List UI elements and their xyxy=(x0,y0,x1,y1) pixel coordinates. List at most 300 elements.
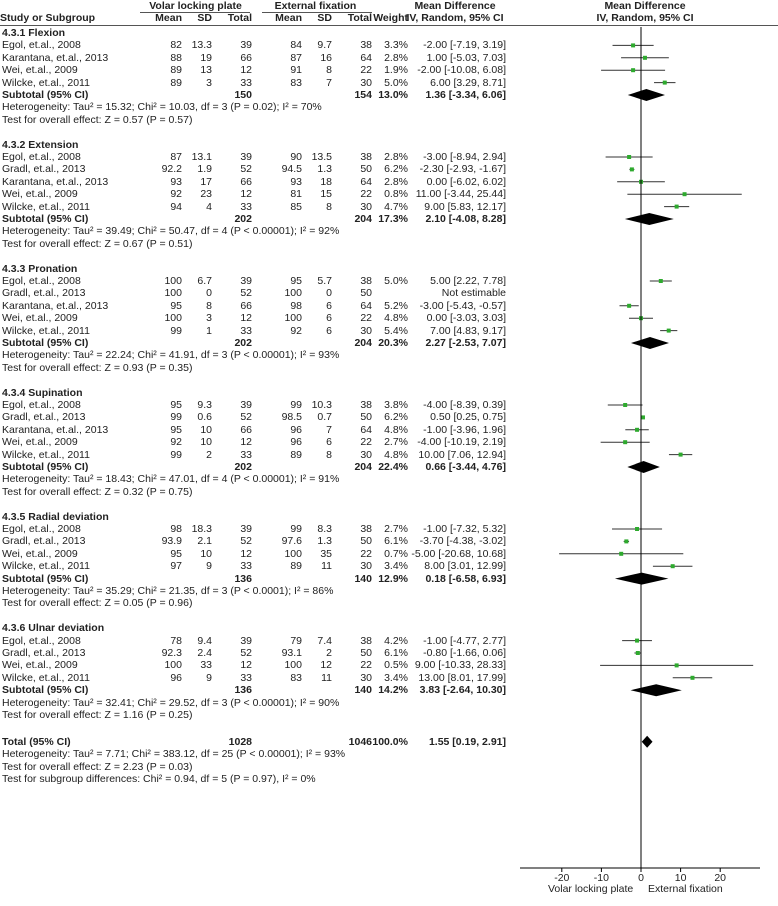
weight-cell: 3.3% xyxy=(384,39,408,52)
weight-cell: 17.3% xyxy=(378,213,408,225)
study-marker xyxy=(690,676,694,680)
mean2-cell: 79 xyxy=(290,634,302,647)
mean2-cell: 94.5 xyxy=(281,163,302,176)
total2-cell: 64 xyxy=(360,423,372,436)
ci-cell: 13.00 [8.01, 17.99] xyxy=(418,671,506,684)
sd2-cell: 15 xyxy=(320,188,332,201)
sd2-header: SD xyxy=(317,12,332,24)
total1-cell: 39 xyxy=(240,634,252,647)
sd2-cell: 18 xyxy=(320,175,332,188)
ci-cell: 9.00 [5.83, 12.17] xyxy=(424,200,506,213)
sd2-cell: 0.7 xyxy=(317,411,332,424)
ci-cell: 0.00 [-3.03, 3.03] xyxy=(426,312,506,325)
total2-cell: 64 xyxy=(360,51,372,64)
study-name: Wei, et.al., 2009 xyxy=(2,64,78,77)
total2-cell: 50 xyxy=(360,163,372,176)
subgroup-differences-text: Test for subgroup differences: Chi² = 0.94, df = 5 (P = 0.97), I² = 0% xyxy=(2,773,316,785)
mean1-cell: 94 xyxy=(170,200,182,213)
mean1-cell: 89 xyxy=(170,76,182,89)
sd1-cell: 33 xyxy=(200,659,212,672)
sd2-cell: 13.5 xyxy=(311,151,332,163)
total1-cell: 66 xyxy=(240,175,252,188)
total1-cell: 33 xyxy=(240,671,252,684)
ci-cell: -4.00 [-10.19, 2.19] xyxy=(417,436,506,449)
mean2-cell: 98.5 xyxy=(281,411,302,424)
weight-cell: 2.7% xyxy=(384,436,408,449)
sd1-cell: 17 xyxy=(200,175,212,188)
sd1-cell: 10 xyxy=(200,423,212,436)
total2-cell: 140 xyxy=(354,572,372,585)
study-name: Wei, et.al., 2009 xyxy=(2,188,78,201)
sd1-cell: 10 xyxy=(200,436,212,449)
total-heterogeneity-text: Heterogeneity: Tau² = 7.71; Chi² = 383.12, df = 25 (P < 0.00001); I² = 93% xyxy=(2,748,346,761)
total2-cell: 38 xyxy=(360,275,372,287)
weight-cell: 3.4% xyxy=(384,560,408,573)
total1-cell: 136 xyxy=(234,572,252,585)
x-tick-label: -20 xyxy=(554,872,570,884)
mean1-cell: 97 xyxy=(170,560,182,573)
x-tick-label: 20 xyxy=(714,872,727,884)
weight-cell: 5.0% xyxy=(384,275,408,287)
sd2-cell: 8 xyxy=(326,64,332,77)
total2-cell: 154 xyxy=(354,89,372,101)
mean1-cell: 99 xyxy=(170,324,182,337)
mean2-cell: 93 xyxy=(290,175,302,188)
mean2-cell: 87 xyxy=(290,51,302,64)
ci-cell: 11.00 [-3.44, 25.44] xyxy=(415,188,506,201)
total1-cell: 33 xyxy=(240,324,252,337)
sd2-cell: 35 xyxy=(320,547,332,560)
study-name: Karantana, et.al., 2013 xyxy=(2,51,109,64)
total1-cell: 1028 xyxy=(228,735,252,748)
ci-cell: 3.83 [-2.64, 10.30] xyxy=(419,684,506,697)
ci-cell: 1.36 [-3.34, 6.06] xyxy=(425,89,506,101)
study-marker xyxy=(667,329,671,333)
sd1-cell: 1 xyxy=(206,324,212,337)
md-plot-header: Mean Difference xyxy=(604,0,686,12)
subtotal-label: Subtotal (95% CI) xyxy=(2,572,89,585)
sd2-cell: 9.7 xyxy=(317,39,332,52)
weight-cell: 3.8% xyxy=(384,399,408,411)
weight-cell: 2.8% xyxy=(384,51,408,64)
mean1-cell: 95 xyxy=(170,399,182,411)
subtotal-diamond xyxy=(615,573,668,585)
total2-cell: 30 xyxy=(360,76,372,89)
heterogeneity-text: Heterogeneity: Tau² = 15.32; Chi² = 10.03, df = 3 (P = 0.02); I² = 70% xyxy=(2,101,322,114)
total2-cell: 38 xyxy=(360,634,372,647)
mean1-cell: 92 xyxy=(170,188,182,201)
weight-cell: 14.2% xyxy=(378,684,408,697)
ci-cell: 2.27 [-2.53, 7.07] xyxy=(425,337,506,349)
method-plot-header: IV, Random, 95% CI xyxy=(596,12,694,24)
total1-cell: 33 xyxy=(240,200,252,213)
sd1-cell: 0 xyxy=(206,287,212,300)
sd2-cell: 11 xyxy=(321,560,332,573)
total1-cell: 52 xyxy=(240,647,252,659)
total-label: Total (95% CI) xyxy=(2,735,71,748)
total2-cell: 50 xyxy=(360,287,372,300)
mean2-cell: 92 xyxy=(290,324,302,337)
ci-cell: -3.70 [-4.38, -3.02] xyxy=(419,535,506,548)
sd1-header: SD xyxy=(197,12,212,24)
mean1-cell: 95 xyxy=(170,547,182,560)
total1-cell: 39 xyxy=(240,39,252,52)
weight-cell: 6.1% xyxy=(384,647,408,659)
subgroup-title: 4.3.3 Pronation xyxy=(2,262,78,275)
mean1-cell: 93 xyxy=(170,175,182,188)
ci-cell: -1.00 [-3.96, 1.96] xyxy=(423,423,506,436)
total1-cell: 12 xyxy=(240,312,252,325)
total1-cell: 12 xyxy=(240,659,252,672)
total2-cell: 22 xyxy=(360,547,372,560)
mean2-cell: 99 xyxy=(290,399,302,411)
mean2-cell: 89 xyxy=(290,448,302,461)
study-name: Gradl, et.al., 2013 xyxy=(2,287,86,300)
mean1-cell: 92.3 xyxy=(161,647,182,659)
sd2-cell: 6 xyxy=(326,324,332,337)
total2-cell: 38 xyxy=(360,523,372,535)
ci-cell: -2.00 [-10.08, 6.08] xyxy=(417,64,506,77)
study-marker xyxy=(683,192,687,196)
total2-cell: 50 xyxy=(360,535,372,548)
ci-cell: -2.00 [-7.19, 3.19] xyxy=(423,39,506,52)
mean2-cell: 81 xyxy=(290,188,302,201)
sd1-cell: 13 xyxy=(200,64,212,77)
total2-cell: 30 xyxy=(360,324,372,337)
mean1-cell: 78 xyxy=(170,634,182,647)
mean2-cell: 100 xyxy=(284,659,302,672)
ci-cell: Not estimable xyxy=(441,287,506,300)
study-name: Egol, et.al., 2008 xyxy=(2,634,81,647)
total1-header: Total xyxy=(227,12,252,24)
weight-cell: 5.0% xyxy=(384,76,408,89)
weight-cell: 22.4% xyxy=(378,461,408,473)
study-name: Egol, et.al., 2008 xyxy=(2,275,81,287)
weight-cell: 5.4% xyxy=(384,324,408,337)
mean1-cell: 100 xyxy=(164,287,182,300)
mean2-cell: 97.6 xyxy=(281,535,302,548)
total1-cell: 39 xyxy=(240,399,252,411)
total1-cell: 150 xyxy=(234,89,252,101)
weight-cell: 13.0% xyxy=(378,89,408,101)
axis-left-label: Volar locking plate xyxy=(548,883,634,895)
study-name: Karantana, et.al., 2013 xyxy=(2,423,109,436)
total1-cell: 52 xyxy=(240,535,252,548)
overall-effect-text: Test for overall effect: Z = 0.05 (P = 0.96) xyxy=(2,597,193,610)
group2-header: External fixation xyxy=(274,0,357,12)
heterogeneity-text: Heterogeneity: Tau² = 32.41; Chi² = 29.52, df = 3 (P < 0.00001); I² = 90% xyxy=(2,696,340,709)
total1-cell: 39 xyxy=(240,275,252,287)
sd1-cell: 2 xyxy=(206,448,212,461)
total2-cell: 38 xyxy=(360,399,372,411)
ci-cell: 10.00 [7.06, 12.94] xyxy=(418,448,506,461)
study-marker xyxy=(636,651,640,655)
total2-cell: 50 xyxy=(360,411,372,424)
total1-cell: 33 xyxy=(240,76,252,89)
ci-cell: -1.00 [-4.77, 2.77] xyxy=(423,634,506,647)
subtotal-diamond xyxy=(628,89,665,101)
axis-right-label: External fixation xyxy=(648,883,723,895)
study-marker xyxy=(679,453,683,457)
study-name: Wei, et.al., 2009 xyxy=(2,659,78,672)
subtotal-diamond xyxy=(631,337,669,349)
total2-cell: 30 xyxy=(360,671,372,684)
total1-cell: 52 xyxy=(240,287,252,300)
total1-cell: 39 xyxy=(240,523,252,535)
total1-cell: 12 xyxy=(240,436,252,449)
ci-cell: 0.18 [-6.58, 6.93] xyxy=(425,572,506,585)
mean2-cell: 85 xyxy=(290,200,302,213)
study-name: Gradl, et.al., 2013 xyxy=(2,411,86,424)
total2-cell: 22 xyxy=(360,312,372,325)
sd1-cell: 2.4 xyxy=(197,647,212,659)
mean2-cell: 91 xyxy=(290,64,302,77)
sd1-cell: 8 xyxy=(206,299,212,312)
total1-cell: 12 xyxy=(240,64,252,77)
study-name: Egol, et.al., 2008 xyxy=(2,39,81,52)
mean2-header: Mean xyxy=(275,12,302,24)
study-name: Egol, et.al., 2008 xyxy=(2,399,81,411)
sd1-cell: 13.3 xyxy=(191,39,212,52)
mean1-cell: 95 xyxy=(170,423,182,436)
sd2-cell: 1.3 xyxy=(317,163,332,176)
sd2-cell: 7 xyxy=(326,76,332,89)
ci-cell: 6.00 [3.29, 8.71] xyxy=(430,76,506,89)
weight-cell: 0.8% xyxy=(384,188,408,201)
study-name: Wilcke, et.al., 2011 xyxy=(2,76,90,89)
group1-header: Volar locking plate xyxy=(149,0,242,12)
sd1-cell: 2.1 xyxy=(197,535,212,548)
mean2-cell: 100 xyxy=(284,312,302,325)
study-marker xyxy=(623,440,627,444)
total1-cell: 33 xyxy=(240,448,252,461)
heterogeneity-text: Heterogeneity: Tau² = 39.49; Chi² = 50.47, df = 4 (P < 0.00001); I² = 92% xyxy=(2,225,340,238)
sd2-cell: 10.3 xyxy=(311,399,332,411)
ci-cell: 9.00 [-10.33, 28.33] xyxy=(414,659,506,672)
ci-cell: -3.00 [-5.43, -0.57] xyxy=(419,299,506,312)
total1-cell: 12 xyxy=(240,188,252,201)
ci-cell: -3.00 [-8.94, 2.94] xyxy=(423,151,506,163)
mean2-cell: 83 xyxy=(290,671,302,684)
heterogeneity-text: Heterogeneity: Tau² = 22.24; Chi² = 41.91, df = 3 (P < 0.00001); I² = 93% xyxy=(2,349,340,362)
sd1-cell: 1.9 xyxy=(197,163,212,176)
weight-cell: 4.8% xyxy=(384,423,408,436)
study-marker xyxy=(659,279,663,283)
total2-cell: 1046 xyxy=(348,735,372,748)
study-name: Wei, et.al., 2009 xyxy=(2,547,78,560)
total2-cell: 22 xyxy=(360,188,372,201)
mean2-cell: 100 xyxy=(284,287,302,300)
sd2-cell: 6 xyxy=(326,436,332,449)
weight-cell: 0.5% xyxy=(384,659,408,672)
ci-cell: -4.00 [-8.39, 0.39] xyxy=(423,399,506,411)
sd1-cell: 3 xyxy=(206,76,212,89)
weight-cell: 12.9% xyxy=(378,572,408,585)
weight-cell: 4.7% xyxy=(384,200,408,213)
heterogeneity-text: Heterogeneity: Tau² = 35.29; Chi² = 21.35, df = 3 (P < 0.0001); I² = 86% xyxy=(2,585,334,597)
study-name: Wilcke, et.al., 2011 xyxy=(2,671,90,684)
study-name: Gradl, et.al., 2013 xyxy=(2,647,86,659)
sd2-cell: 16 xyxy=(320,51,332,64)
mean2-cell: 98 xyxy=(290,299,302,312)
mean1-cell: 93.9 xyxy=(161,535,182,548)
study-name: Wei, et.al., 2009 xyxy=(2,312,78,325)
mean2-cell: 96 xyxy=(290,436,302,449)
ci-cell: -2.30 [-2.93, -1.67] xyxy=(419,163,506,176)
ci-cell: 1.55 [0.19, 2.91] xyxy=(428,735,506,748)
mean1-cell: 92 xyxy=(170,436,182,449)
total1-cell: 202 xyxy=(234,337,252,349)
study-marker xyxy=(635,428,639,432)
sd1-cell: 4 xyxy=(206,200,212,213)
subgroup-title: 4.3.4 Supination xyxy=(2,386,83,399)
subtotal-label: Subtotal (95% CI) xyxy=(2,461,89,473)
total2-cell: 204 xyxy=(354,461,372,473)
total2-cell: 22 xyxy=(360,436,372,449)
sd1-cell: 9 xyxy=(206,560,212,573)
sd2-cell: 7.4 xyxy=(317,634,332,647)
weight-cell: 2.7% xyxy=(384,523,408,535)
study-marker xyxy=(627,304,631,308)
ci-cell: -0.80 [-1.66, 0.06] xyxy=(423,647,506,659)
total2-cell: 140 xyxy=(354,684,372,697)
sd2-cell: 11 xyxy=(321,671,332,684)
total2-cell: 64 xyxy=(360,299,372,312)
study-name: Gradl, et.al., 2013 xyxy=(2,163,86,176)
weight-cell: 5.2% xyxy=(384,299,408,312)
weight-cell: 100.0% xyxy=(372,735,408,748)
study-marker xyxy=(631,43,635,47)
ci-cell: -5.00 [-20.68, 10.68] xyxy=(411,547,506,560)
mean2-cell: 89 xyxy=(290,560,302,573)
study-marker xyxy=(641,415,645,419)
mean2-cell: 96 xyxy=(290,423,302,436)
study-marker xyxy=(675,663,679,667)
study-marker xyxy=(635,527,639,531)
weight-cell: 0.7% xyxy=(384,547,408,560)
study-marker xyxy=(627,155,631,159)
overall-effect-text: Test for overall effect: Z = 0.32 (P = 0.75) xyxy=(2,485,193,498)
sd2-cell: 7 xyxy=(326,423,332,436)
total-overall-effect-text: Test for overall effect: Z = 2.23 (P = 0.03) xyxy=(2,760,193,773)
subgroup-title: 4.3.2 Extension xyxy=(2,138,79,151)
ci-cell: 0.00 [-6.02, 6.02] xyxy=(426,175,506,188)
sd1-cell: 9 xyxy=(206,671,212,684)
mean1-cell: 87 xyxy=(170,151,182,163)
sd1-cell: 9.4 xyxy=(197,634,212,647)
total2-cell: 30 xyxy=(360,560,372,573)
overall-effect-text: Test for overall effect: Z = 0.93 (P = 0.35) xyxy=(2,361,193,374)
ci-cell: 0.50 [0.25, 0.75] xyxy=(430,411,506,424)
mean1-cell: 89 xyxy=(170,64,182,77)
sd2-cell: 6 xyxy=(326,299,332,312)
total1-cell: 39 xyxy=(240,151,252,163)
weight-cell: 4.2% xyxy=(384,634,408,647)
total1-cell: 136 xyxy=(234,684,252,697)
study-name: Wei, et.al., 2009 xyxy=(2,436,78,449)
mean1-cell: 100 xyxy=(164,659,182,672)
subtotal-diamond xyxy=(625,213,674,225)
md-table-header: Mean Difference xyxy=(414,0,496,12)
total2-cell: 30 xyxy=(360,200,372,213)
mean2-cell: 95 xyxy=(290,275,302,287)
total2-cell: 22 xyxy=(360,64,372,77)
study-name: Karantana, et.al., 2013 xyxy=(2,175,109,188)
overall-effect-text: Test for overall effect: Z = 0.57 (P = 0.57) xyxy=(2,113,193,126)
sd2-cell: 0 xyxy=(326,287,332,300)
study-marker xyxy=(671,564,675,568)
heterogeneity-text: Heterogeneity: Tau² = 18.43; Chi² = 47.01, df = 4 (P < 0.00001); I² = 91% xyxy=(2,473,340,486)
total1-cell: 66 xyxy=(240,51,252,64)
ci-cell: 5.00 [2.22, 7.78] xyxy=(430,275,506,287)
ci-cell: 8.00 [3.01, 12.99] xyxy=(424,560,506,573)
total2-cell: 38 xyxy=(360,39,372,52)
sd1-cell: 3 xyxy=(206,312,212,325)
weight-header: Weight xyxy=(373,12,408,24)
study-marker xyxy=(643,56,647,60)
study-name: Egol, et.al., 2008 xyxy=(2,151,81,163)
total1-cell: 52 xyxy=(240,163,252,176)
mean1-cell: 82 xyxy=(170,39,182,52)
total1-cell: 12 xyxy=(240,547,252,560)
weight-cell: 20.3% xyxy=(378,337,408,349)
mean1-header: Mean xyxy=(155,12,182,24)
mean1-cell: 100 xyxy=(164,312,182,325)
total2-cell: 22 xyxy=(360,659,372,672)
sd1-cell: 23 xyxy=(200,188,212,201)
ci-cell: -1.00 [-7.32, 5.32] xyxy=(423,523,506,535)
study-marker xyxy=(631,68,635,72)
ci-cell: 7.00 [4.83, 9.17] xyxy=(430,324,506,337)
overall-effect-text: Test for overall effect: Z = 1.16 (P = 0.25) xyxy=(2,709,193,721)
mean2-cell: 90 xyxy=(290,151,302,163)
study-marker xyxy=(623,403,627,407)
sd2-cell: 2 xyxy=(326,647,332,659)
x-tick-label: 0 xyxy=(638,872,644,884)
mean2-cell: 83 xyxy=(290,76,302,89)
sd2-cell: 6 xyxy=(326,312,332,325)
mean2-cell: 84 xyxy=(290,39,302,52)
mean1-cell: 95 xyxy=(170,299,182,312)
sd1-cell: 18.3 xyxy=(191,523,212,535)
total-diamond xyxy=(642,736,653,748)
sd2-cell: 12 xyxy=(320,659,332,672)
weight-cell: 6.2% xyxy=(384,163,408,176)
subgroup-title: 4.3.6 Ulnar deviation xyxy=(2,622,105,635)
weight-cell: 2.8% xyxy=(384,151,408,163)
mean2-cell: 99 xyxy=(290,523,302,535)
subtotal-diamond xyxy=(627,461,659,473)
weight-cell: 4.8% xyxy=(384,448,408,461)
sd1-cell: 0.6 xyxy=(197,411,212,424)
sd2-cell: 8 xyxy=(326,200,332,213)
mean1-cell: 98 xyxy=(170,523,182,535)
study-marker xyxy=(663,81,667,85)
total2-header: Total xyxy=(347,12,372,24)
mean1-cell: 99 xyxy=(170,411,182,424)
weight-cell: 4.8% xyxy=(384,312,408,325)
study-header: Study or Subgroup xyxy=(0,12,96,24)
mean1-cell: 100 xyxy=(164,275,182,287)
sd2-cell: 8.3 xyxy=(317,523,332,535)
overall-effect-text: Test for overall effect: Z = 0.67 (P = 0.51) xyxy=(2,237,193,250)
subtotal-diamond xyxy=(631,684,682,696)
study-marker xyxy=(630,167,634,171)
total1-cell: 52 xyxy=(240,411,252,424)
study-name: Egol, et.al., 2008 xyxy=(2,523,81,535)
study-name: Karantana, et.al., 2013 xyxy=(2,299,109,312)
subtotal-label: Subtotal (95% CI) xyxy=(2,213,89,225)
